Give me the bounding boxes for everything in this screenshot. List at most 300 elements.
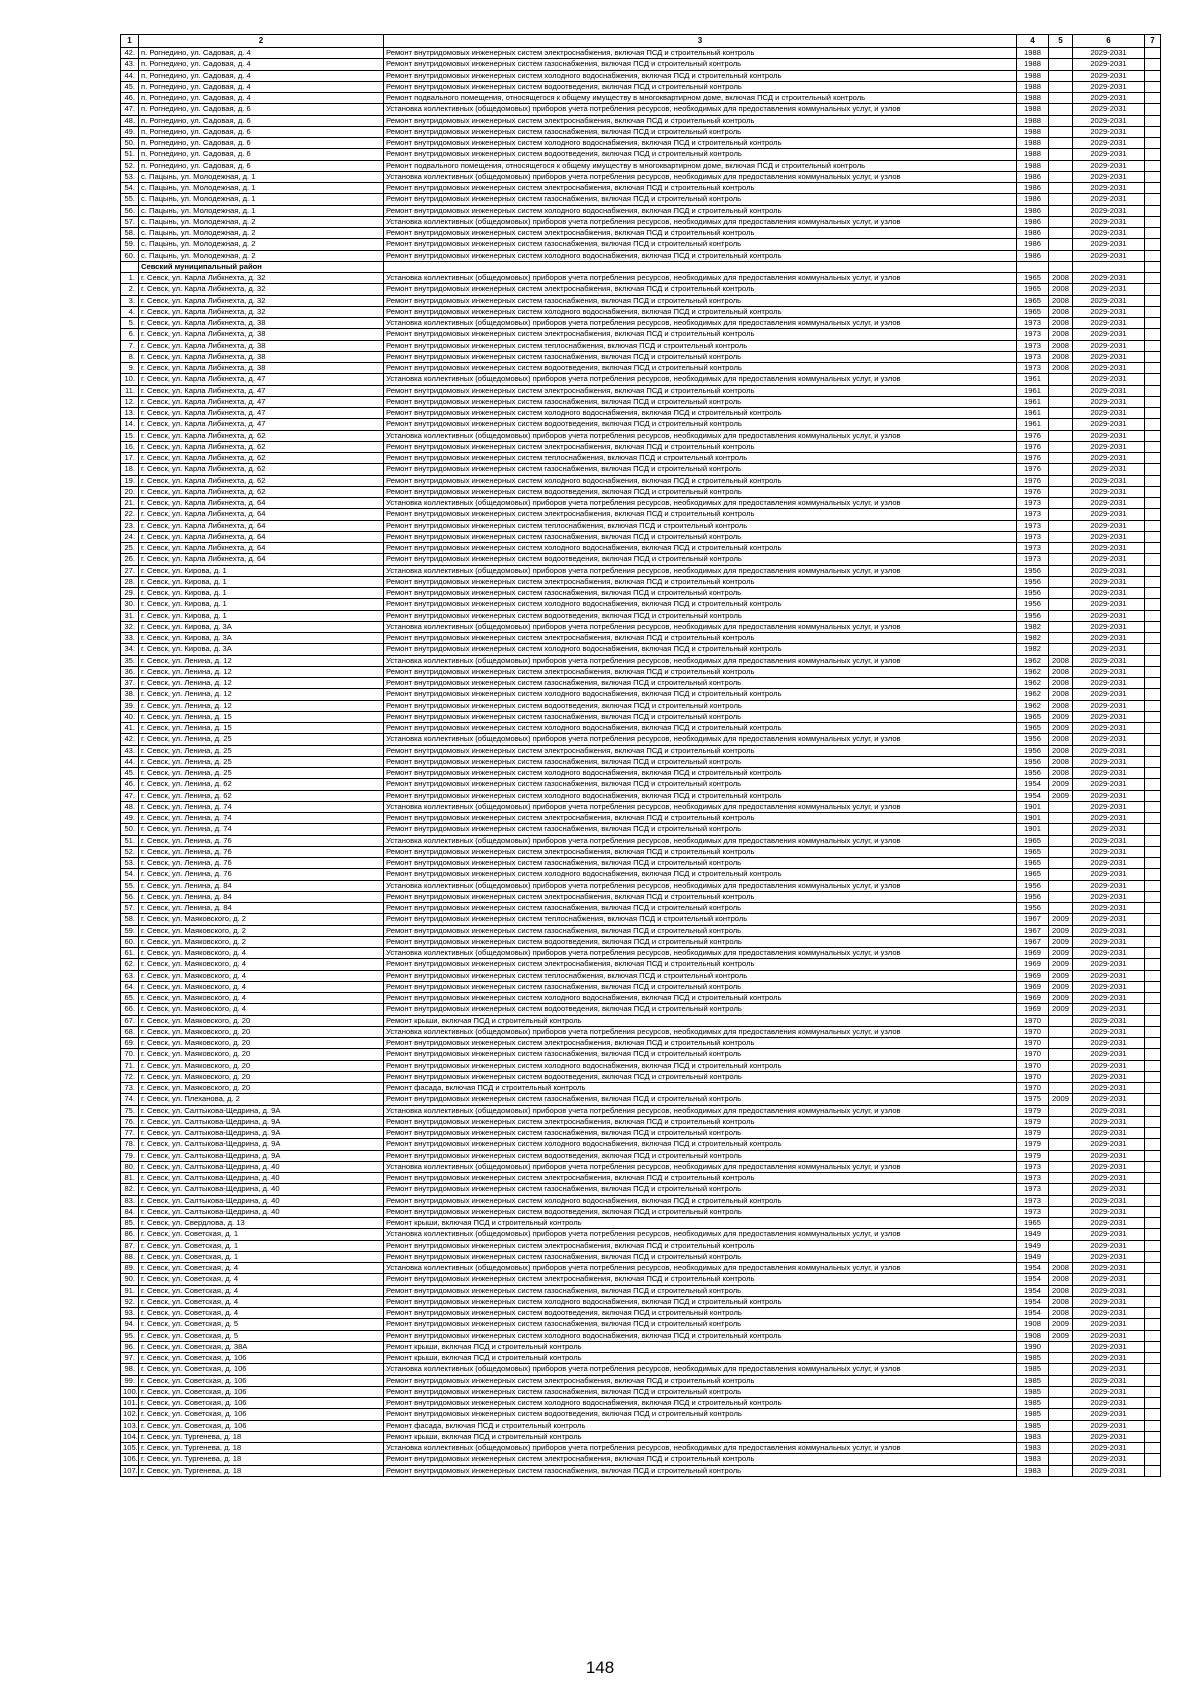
year-last-repair-cell: 2009 [1049,1004,1073,1015]
work-type-cell: Установка коллективных (общедомовых) приборов учета потребления ресурсов, необходимых для предоставления коммунальных услуг, и узлов [384,835,1017,846]
empty-cell [1145,1296,1161,1307]
empty-cell [1145,1173,1161,1184]
table-row [121,790,1161,801]
year-built-cell: 1970 [1017,1060,1049,1071]
year-last-repair-cell [1049,126,1073,137]
work-type-cell: Установка коллективных (общедомовых) приборов учета потребления ресурсов, необходимых для предоставления коммунальных услуг, и узлов [384,216,1017,227]
year-built-cell: 1973 [1017,363,1049,374]
year-built-cell: 1965 [1017,306,1049,317]
empty-cell [1145,1353,1161,1364]
empty-cell [1145,1206,1161,1217]
planned-period-cell: 2029-2031 [1073,1195,1145,1206]
address-cell: г. Севск, ул. Ленина, д. 76 [139,869,384,880]
row-number-cell: 46. [121,93,139,104]
empty-cell [1145,194,1161,205]
year-last-repair-cell [1049,1071,1073,1082]
table-row [121,1386,1161,1397]
empty-cell [1145,284,1161,295]
year-built-cell: 1969 [1017,970,1049,981]
year-last-repair-cell: 2008 [1049,284,1073,295]
year-last-repair-cell [1049,1218,1073,1229]
table-row [121,756,1161,767]
year-built-cell: 1985 [1017,1420,1049,1431]
empty-cell [1145,250,1161,261]
year-last-repair-cell [1049,1398,1073,1409]
year-built-cell: 1969 [1017,993,1049,1004]
year-built-cell: 1973 [1017,1161,1049,1172]
work-type-cell: Ремонт крыши, включая ПСД и строительный контроль [384,1218,1017,1229]
empty-cell [1145,633,1161,644]
address-cell: г. Севск, ул. Маяковского, д. 2 [139,936,384,947]
planned-period-cell: 2029-2031 [1073,498,1145,509]
work-type-cell: Ремонт внутридомовых инженерных систем газоснабжения, включая ПСД и строительный контроль [384,1251,1017,1262]
header-row [121,35,1161,48]
planned-period-cell: 2029-2031 [1073,1431,1145,1442]
address-cell: п. Рогнедино, ул. Садовая, д. 6 [139,104,384,115]
year-built-cell: 1986 [1017,216,1049,227]
year-last-repair-cell: 2008 [1049,689,1073,700]
table-row [121,1060,1161,1071]
empty-cell [1145,430,1161,441]
address-cell: г. Севск, ул. Ленина, д. 15 [139,723,384,734]
address-cell: г. Севск, ул. Свердлова, д. 13 [139,1218,384,1229]
empty-cell [1145,1409,1161,1420]
planned-period-cell: 2029-2031 [1073,970,1145,981]
planned-period-cell: 2029-2031 [1073,779,1145,790]
address-cell: г. Севск, ул. Салтыкова-Щедрина, д. 40 [139,1161,384,1172]
address-cell: г. Севск, ул. Ленина, д. 15 [139,711,384,722]
table-row [121,599,1161,610]
address-cell: г. Севск, ул. Ленина, д. 25 [139,768,384,779]
planned-period-cell: 2029-2031 [1073,734,1145,745]
work-type-cell: Ремонт внутридомовых инженерных систем электроснабжения, включая ПСД и строительный контроль [384,1240,1017,1251]
year-built-cell: 1962 [1017,678,1049,689]
year-built-cell: 1976 [1017,475,1049,486]
planned-period-cell: 2029-2031 [1073,588,1145,599]
planned-period-cell: 2029-2031 [1073,396,1145,407]
work-type-cell: Установка коллективных (общедомовых) приборов учета потребления ресурсов, необходимых для предоставления коммунальных услуг, и узлов [384,948,1017,959]
year-last-repair-cell [1049,1105,1073,1116]
table-row [121,48,1161,59]
table-row [121,498,1161,509]
planned-period-cell: 2029-2031 [1073,464,1145,475]
repair-schedule-table [120,34,1161,1477]
work-type-cell: Ремонт внутридомовых инженерных систем холодного водоснабжения, включая ПСД и строительный контроль [384,306,1017,317]
year-built-cell: 1962 [1017,700,1049,711]
table-row [121,408,1161,419]
address-cell: г. Севск, ул. Кирова, д. 3А [139,621,384,632]
work-type-cell: Ремонт внутридомовых инженерных систем холодного водоснабжения, включая ПСД и строительный контроль [384,1398,1017,1409]
empty-cell [1145,948,1161,959]
empty-cell [1145,711,1161,722]
year-built-cell: 1949 [1017,1240,1049,1251]
year-last-repair-cell [1049,1386,1073,1397]
work-type-cell: Ремонт внутридомовых инженерных систем газоснабжения, включая ПСД и строительный контроль [384,678,1017,689]
row-number-cell: 13. [121,408,139,419]
row-number-cell: 41. [121,723,139,734]
table-row [121,869,1161,880]
year-built-cell: 1976 [1017,441,1049,452]
work-type-cell: Ремонт внутридомовых инженерных систем газоснабжения, включая ПСД и строительный контроль [384,824,1017,835]
year-built-cell: 1961 [1017,408,1049,419]
empty-cell [1145,880,1161,891]
year-built-cell: 1988 [1017,160,1049,171]
address-cell: г. Севск, ул. Маяковского, д. 20 [139,1038,384,1049]
row-number-cell: 79. [121,1150,139,1161]
address-cell: г. Севск, ул. Маяковского, д. 20 [139,1015,384,1026]
year-last-repair-cell [1049,543,1073,554]
table-row [121,1184,1161,1195]
table-row [121,1049,1161,1060]
header-cell: 2 [139,35,384,48]
row-number-cell: 21. [121,498,139,509]
year-built-cell: 1988 [1017,70,1049,81]
year-last-repair-cell [1049,1465,1073,1476]
table-row [121,70,1161,81]
year-built-cell: 1901 [1017,824,1049,835]
planned-period-cell: 2029-2031 [1073,1454,1145,1465]
header-cell: 4 [1017,35,1049,48]
planned-period-cell: 2029-2031 [1073,441,1145,452]
year-built-cell: 1973 [1017,531,1049,542]
row-number-cell: 49. [121,813,139,824]
empty-cell [1145,93,1161,104]
empty-cell [1145,408,1161,419]
address-cell: с. Пацынь, ул. Молодежная, д. 2 [139,250,384,261]
year-last-repair-cell [1049,408,1073,419]
year-last-repair-cell [1049,1060,1073,1071]
empty-cell [1145,1128,1161,1139]
address-cell: г. Севск, ул. Карла Либкнехта, д. 64 [139,520,384,531]
address-cell: г. Севск, ул. Салтыкова-Щедрина, д. 40 [139,1184,384,1195]
address-cell: г. Севск, ул. Салтыкова-Щедрина, д. 40 [139,1195,384,1206]
work-type-cell: Ремонт внутридомовых инженерных систем газоснабжения, включая ПСД и строительный контроль [384,126,1017,137]
address-cell: г. Севск, ул. Маяковского, д. 20 [139,1049,384,1060]
work-type-cell: Ремонт внутридомовых инженерных систем электроснабжения, включая ПСД и строительный контроль [384,1274,1017,1285]
empty-cell [1145,1285,1161,1296]
address-cell: г. Севск, ул. Советская, д. 1 [139,1229,384,1240]
empty-cell [1145,1341,1161,1352]
address-cell: г. Севск, ул. Тургенева, д. 18 [139,1431,384,1442]
address-cell: г. Севск, ул. Советская, д. 106 [139,1420,384,1431]
row-number-cell: 35. [121,655,139,666]
work-type-cell: Ремонт внутридомовых инженерных систем теплоснабжения, включая ПСД и строительный контроль [384,340,1017,351]
year-last-repair-cell [1049,621,1073,632]
planned-period-cell: 2029-2031 [1073,700,1145,711]
work-type-cell: Ремонт внутридомовых инженерных систем газоснабжения, включая ПСД и строительный контроль [384,1184,1017,1195]
address-cell: г. Севск, ул. Карла Либкнехта, д. 32 [139,273,384,284]
year-built-cell: 1961 [1017,374,1049,385]
table-row [121,588,1161,599]
table-row [121,430,1161,441]
year-built-cell: 1973 [1017,340,1049,351]
year-last-repair-cell [1049,81,1073,92]
table-row [121,891,1161,902]
table-row [121,1364,1161,1375]
address-cell: г. Севск, ул. Маяковского, д. 20 [139,1071,384,1082]
empty-cell [1145,835,1161,846]
table-row [121,1274,1161,1285]
year-last-repair-cell [1049,1454,1073,1465]
table-body-rognedino [121,48,1161,262]
empty-cell [1145,171,1161,182]
row-number-cell: 50. [121,824,139,835]
empty-cell [1145,1049,1161,1060]
year-last-repair-cell [1049,430,1073,441]
address-cell: г. Севск, ул. Кирова, д. 3А [139,633,384,644]
planned-period-cell: 2029-2031 [1073,531,1145,542]
address-cell: г. Севск, ул. Карла Либкнехта, д. 64 [139,498,384,509]
planned-period-cell: 2029-2031 [1073,385,1145,396]
year-built-cell: 1956 [1017,903,1049,914]
table-row [121,948,1161,959]
planned-period-cell: 2029-2031 [1073,1105,1145,1116]
year-last-repair-cell [1049,813,1073,824]
year-last-repair-cell: 2009 [1049,959,1073,970]
year-built-cell: 1954 [1017,1285,1049,1296]
empty-cell [1145,486,1161,497]
table-row [121,329,1161,340]
row-number-cell: 23. [121,520,139,531]
address-cell: г. Севск, ул. Карла Либкнехта, д. 38 [139,363,384,374]
year-built-cell: 1965 [1017,284,1049,295]
address-cell: г. Севск, ул. Маяковского, д. 4 [139,1004,384,1015]
work-type-cell: Ремонт внутридомовых инженерных систем водоотведения, включая ПСД и строительный контроль [384,610,1017,621]
year-last-repair-cell [1049,1240,1073,1251]
planned-period-cell: 2029-2031 [1073,858,1145,869]
year-last-repair-cell [1049,48,1073,59]
row-number-cell: 33. [121,633,139,644]
year-last-repair-cell: 2008 [1049,329,1073,340]
year-last-repair-cell: 2008 [1049,1308,1073,1319]
empty-cell [1145,464,1161,475]
address-cell: г. Севск, ул. Советская, д. 106 [139,1375,384,1386]
address-cell: г. Севск, ул. Салтыкова-Щедрина, д. 9А [139,1128,384,1139]
address-cell: г. Севск, ул. Карла Либкнехта, д. 47 [139,419,384,430]
address-cell: г. Севск, ул. Ленина, д. 12 [139,655,384,666]
work-type-cell: Ремонт внутридомовых инженерных систем газоснабжения, включая ПСД и строительный контроль [384,1465,1017,1476]
work-type-cell: Ремонт внутридомовых инженерных систем газоснабжения, включая ПСД и строительный контроль [384,396,1017,407]
row-number-cell: 92. [121,1296,139,1307]
work-type-cell: Ремонт внутридомовых инженерных систем газоснабжения, включая ПСД и строительный контроль [384,588,1017,599]
work-type-cell: Установка коллективных (общедомовых) приборов учета потребления ресурсов, необходимых для предоставления коммунальных услуг, и узлов [384,1229,1017,1240]
address-cell: г. Севск, ул. Кирова, д. 1 [139,576,384,587]
year-built-cell: 1965 [1017,835,1049,846]
planned-period-cell: 2029-2031 [1073,284,1145,295]
year-built-cell: 1965 [1017,711,1049,722]
empty-cell [1145,745,1161,756]
year-built-cell: 1965 [1017,723,1049,734]
table-row [121,340,1161,351]
year-built-cell: 1985 [1017,1364,1049,1375]
empty-cell [1145,756,1161,767]
empty-cell [1145,295,1161,306]
row-number-cell: 57. [121,903,139,914]
year-built-cell: 1988 [1017,81,1049,92]
year-last-repair-cell: 2008 [1049,340,1073,351]
empty-cell [1145,1105,1161,1116]
year-last-repair-cell [1049,644,1073,655]
work-type-cell: Ремонт внутридомовых инженерных систем теплоснабжения, включая ПСД и строительный контроль [384,914,1017,925]
empty-cell [1145,644,1161,655]
header-cell: 7 [1145,35,1161,48]
address-cell: г. Севск, ул. Салтыкова-Щедрина, д. 9А [139,1139,384,1150]
planned-period-cell: 2029-2031 [1073,1465,1145,1476]
table-row [121,104,1161,115]
empty-cell [1145,678,1161,689]
table-row [121,273,1161,284]
empty-cell [1145,936,1161,947]
empty-cell [1145,981,1161,992]
address-cell: г. Севск, ул. Карла Либкнехта, д. 62 [139,430,384,441]
year-built-cell: 1985 [1017,1386,1049,1397]
empty-cell [1145,1319,1161,1330]
row-number-cell: 56. [121,891,139,902]
empty-cell [1145,1071,1161,1082]
year-last-repair-cell: 2008 [1049,318,1073,329]
planned-period-cell: 2029-2031 [1073,408,1145,419]
empty-cell [1145,768,1161,779]
row-number-cell: 85. [121,1218,139,1229]
address-cell: г. Севск, ул. Ленина, д. 12 [139,666,384,677]
planned-period-cell: 2029-2031 [1073,1341,1145,1352]
planned-period-cell: 2029-2031 [1073,543,1145,554]
planned-period-cell: 2029-2031 [1073,1128,1145,1139]
work-type-cell: Установка коллективных (общедомовых) приборов учета потребления ресурсов, необходимых для предоставления коммунальных услуг, и узлов [384,1161,1017,1172]
address-cell: г. Севск, ул. Тургенева, д. 18 [139,1454,384,1465]
row-number-cell: 46. [121,779,139,790]
planned-period-cell: 2029-2031 [1073,1285,1145,1296]
year-last-repair-cell [1049,903,1073,914]
work-type-cell: Ремонт внутридомовых инженерных систем электроснабжения, включая ПСД и строительный контроль [384,284,1017,295]
table-row [121,858,1161,869]
empty-cell [1145,81,1161,92]
empty-cell [1145,149,1161,160]
address-cell: г. Севск, ул. Маяковского, д. 4 [139,993,384,1004]
year-built-cell: 1973 [1017,498,1049,509]
row-number-cell: 31. [121,610,139,621]
table-row [121,464,1161,475]
year-last-repair-cell: 2008 [1049,1263,1073,1274]
work-type-cell: Ремонт внутридомовых инженерных систем газоснабжения, включая ПСД и строительный контроль [384,711,1017,722]
table-row [121,228,1161,239]
row-number-cell: 94. [121,1319,139,1330]
year-last-repair-cell [1049,599,1073,610]
address-cell: п. Рогнедино, ул. Садовая, д. 4 [139,81,384,92]
year-last-repair-cell [1049,869,1073,880]
row-number-cell: 7. [121,340,139,351]
work-type-cell: Ремонт внутридомовых инженерных систем газоснабжения, включая ПСД и строительный контроль [384,239,1017,250]
empty-cell [1145,1116,1161,1127]
planned-period-cell: 2029-2031 [1073,1026,1145,1037]
year-built-cell: 1969 [1017,981,1049,992]
year-built-cell: 1954 [1017,1274,1049,1285]
year-last-repair-cell [1049,498,1073,509]
year-built-cell: 1983 [1017,1465,1049,1476]
table-row [121,959,1161,970]
planned-period-cell: 2029-2031 [1073,678,1145,689]
planned-period-cell: 2029-2031 [1073,183,1145,194]
planned-period-cell: 2029-2031 [1073,1004,1145,1015]
table-row [121,351,1161,362]
table-row [121,1229,1161,1240]
empty-cell [1145,351,1161,362]
year-last-repair-cell: 2008 [1049,756,1073,767]
year-built-cell: 1983 [1017,1454,1049,1465]
empty-cell [1145,374,1161,385]
planned-period-cell: 2029-2031 [1073,1386,1145,1397]
address-cell: п. Рогнедино, ул. Садовая, д. 4 [139,70,384,81]
address-cell: г. Севск, ул. Советская, д. 106 [139,1398,384,1409]
year-last-repair-cell: 2009 [1049,711,1073,722]
year-last-repair-cell [1049,509,1073,520]
year-last-repair-cell [1049,801,1073,812]
empty-cell [1145,1308,1161,1319]
planned-period-cell: 2029-2031 [1073,1296,1145,1307]
year-built-cell: 1956 [1017,734,1049,745]
empty-cell [1145,1094,1161,1105]
planned-period-cell: 2029-2031 [1073,801,1145,812]
table-row [121,576,1161,587]
table-row [121,509,1161,520]
year-built-cell: 1970 [1017,1049,1049,1060]
address-cell: г. Севск, ул. Советская, д. 4 [139,1308,384,1319]
address-cell: п. Рогнедино, ул. Садовая, д. 6 [139,115,384,126]
work-type-cell: Ремонт внутридомовых инженерных систем холодного водоснабжения, включая ПСД и строительный контроль [384,250,1017,261]
year-last-repair-cell [1049,1431,1073,1442]
address-cell: п. Рогнедино, ул. Садовая, д. 6 [139,138,384,149]
empty-cell [1145,1375,1161,1386]
planned-period-cell: 2029-2031 [1073,644,1145,655]
planned-period-cell: 2029-2031 [1073,306,1145,317]
year-last-repair-cell [1049,554,1073,565]
address-cell: п. Рогнедино, ул. Садовая, д. 4 [139,93,384,104]
work-type-cell: Ремонт внутридомовых инженерных систем холодного водоснабжения, включая ПСД и строительный контроль [384,1139,1017,1150]
empty-cell [1145,554,1161,565]
year-last-repair-cell [1049,441,1073,452]
year-built-cell: 1961 [1017,385,1049,396]
year-last-repair-cell: 2009 [1049,1330,1073,1341]
row-number-cell: 47. [121,104,139,115]
work-type-cell: Ремонт внутридомовых инженерных систем водоотведения, включая ПСД и строительный контроль [384,1308,1017,1319]
address-cell: г. Севск, ул. Советская, д. 5 [139,1319,384,1330]
planned-period-cell: 2029-2031 [1073,351,1145,362]
row-number-cell: 83. [121,1195,139,1206]
row-number-cell: 20. [121,486,139,497]
table-row [121,1173,1161,1184]
row-number-cell: 27. [121,565,139,576]
year-built-cell: 1956 [1017,891,1049,902]
year-built-cell: 1949 [1017,1229,1049,1240]
address-cell: г. Севск, ул. Ленина, д. 74 [139,801,384,812]
work-type-cell: Ремонт внутридомовых инженерных систем водоотведения, включая ПСД и строительный контроль [384,700,1017,711]
header-cell: 3 [384,35,1017,48]
planned-period-cell: 2029-2031 [1073,936,1145,947]
empty-cell [1145,48,1161,59]
table-row [121,1285,1161,1296]
table-row [121,396,1161,407]
table-row [121,1319,1161,1330]
empty-cell [1145,138,1161,149]
address-cell: г. Севск, ул. Кирова, д. 1 [139,565,384,576]
work-type-cell: Ремонт крыши, включая ПСД и строительный контроль [384,1431,1017,1442]
year-built-cell: 1982 [1017,644,1049,655]
year-built-cell: 1956 [1017,588,1049,599]
address-cell: г. Севск, ул. Карла Либкнехта, д. 47 [139,374,384,385]
address-cell: г. Севск, ул. Ленина, д. 76 [139,835,384,846]
table-row [121,925,1161,936]
address-cell: г. Севск, ул. Советская, д. 4 [139,1263,384,1274]
